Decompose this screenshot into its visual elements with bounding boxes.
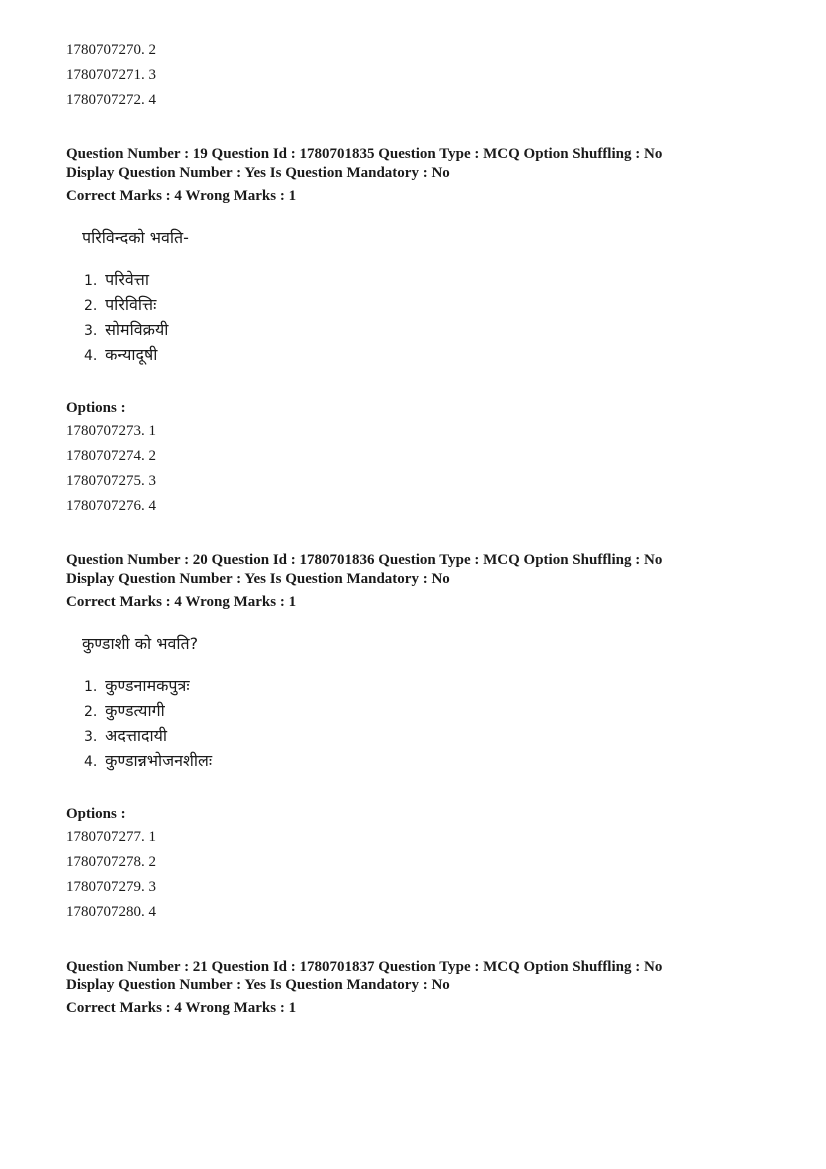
choice-text: कुण्डान्नभोजनशीलः (105, 751, 213, 770)
options-label: Options : (66, 806, 126, 822)
choice-number: 2. (84, 704, 98, 720)
question-meta-line: Display Question Number : Yes Is Question Mandatory : No (66, 977, 450, 993)
option-id: 1780707279 (66, 879, 141, 895)
option-line: 1780707276. 4 (66, 498, 156, 514)
option-id: 1780707278 (66, 854, 141, 870)
option-line: 1780707272. 4 (66, 92, 156, 108)
option-id: 1780707277 (66, 829, 141, 845)
choice-text: कन्यादूषी (105, 345, 158, 364)
option-value: 1 (148, 829, 156, 845)
question-meta-line: Display Question Number : Yes Is Question Mandatory : No (66, 571, 450, 587)
answer-choice (84, 676, 190, 697)
choice-number: 4. (84, 754, 98, 770)
option-id: 1780707271 (66, 67, 141, 83)
choice-text: अदत्तादायी (105, 726, 168, 745)
option-line: 1780707277. 1 (66, 829, 156, 845)
choice-number: 3. (84, 323, 98, 339)
answer-choice (84, 295, 156, 316)
option-id: 1780707276 (66, 498, 141, 514)
option-id: 1780707275 (66, 473, 141, 489)
question-meta-line: Question Number : 19 Question Id : 1780701835 Question Type : MCQ Option Shuffling : No (66, 146, 663, 162)
choice-text: सोमविक्रयी (105, 320, 169, 339)
marks-line: Correct Marks : 4 Wrong Marks : 1 (66, 594, 297, 610)
option-value: 2 (148, 854, 156, 870)
choice-number: 2. (84, 298, 98, 314)
choice-text: परिवित्तिः (105, 295, 157, 314)
option-id: 1780707272 (66, 92, 141, 108)
answer-choice (84, 345, 157, 366)
option-id: 1780707280 (66, 904, 141, 920)
option-value: 3 (148, 67, 156, 83)
question-text: परिविन्दको भवति- (82, 228, 189, 247)
question-meta-line: Question Number : 21 Question Id : 1780701837 Question Type : MCQ Option Shuffling : No (66, 959, 663, 975)
option-id: 1780707270 (66, 42, 141, 58)
answer-choice (84, 751, 212, 772)
option-value: 3 (148, 473, 156, 489)
option-line: 1780707274. 2 (66, 448, 156, 464)
choice-text: परिवेत्ता (105, 270, 149, 289)
choice-text: कुण्डत्यागी (105, 701, 165, 720)
choice-number: 1. (84, 273, 98, 289)
marks-line: Correct Marks : 4 Wrong Marks : 1 (66, 188, 297, 204)
option-value: 1 (148, 423, 156, 439)
options-label: Options : (66, 400, 126, 416)
option-id: 1780707273 (66, 423, 141, 439)
choice-number: 3. (84, 729, 98, 745)
answer-choice (84, 726, 167, 747)
choice-number: 1. (84, 679, 98, 695)
option-line: 1780707271. 3 (66, 67, 156, 83)
option-line: 1780707273. 1 (66, 423, 156, 439)
option-value: 3 (148, 879, 156, 895)
question-meta-line: Display Question Number : Yes Is Question Mandatory : No (66, 165, 450, 181)
question-text: कुण्डाशी को भवति? (82, 634, 199, 653)
option-value: 2 (148, 448, 156, 464)
option-line: 1780707278. 2 (66, 854, 156, 870)
answer-choice (84, 701, 165, 722)
option-line: 1780707275. 3 (66, 473, 156, 489)
question-meta-line: Question Number : 20 Question Id : 1780701836 Question Type : MCQ Option Shuffling : No (66, 552, 663, 568)
option-line: 1780707280. 4 (66, 904, 156, 920)
option-value: 4 (148, 498, 156, 514)
answer-choice (84, 320, 168, 341)
marks-line: Correct Marks : 4 Wrong Marks : 1 (66, 1000, 297, 1016)
option-value: 4 (148, 904, 156, 920)
answer-choice (84, 270, 149, 291)
option-value: 2 (148, 42, 156, 58)
choice-number: 4. (84, 348, 98, 364)
option-line: 1780707270. 2 (66, 42, 156, 58)
option-id: 1780707274 (66, 448, 141, 464)
option-line: 1780707279. 3 (66, 879, 156, 895)
choice-text: कुण्डनामकपुत्रः (105, 676, 190, 695)
option-value: 4 (148, 92, 156, 108)
